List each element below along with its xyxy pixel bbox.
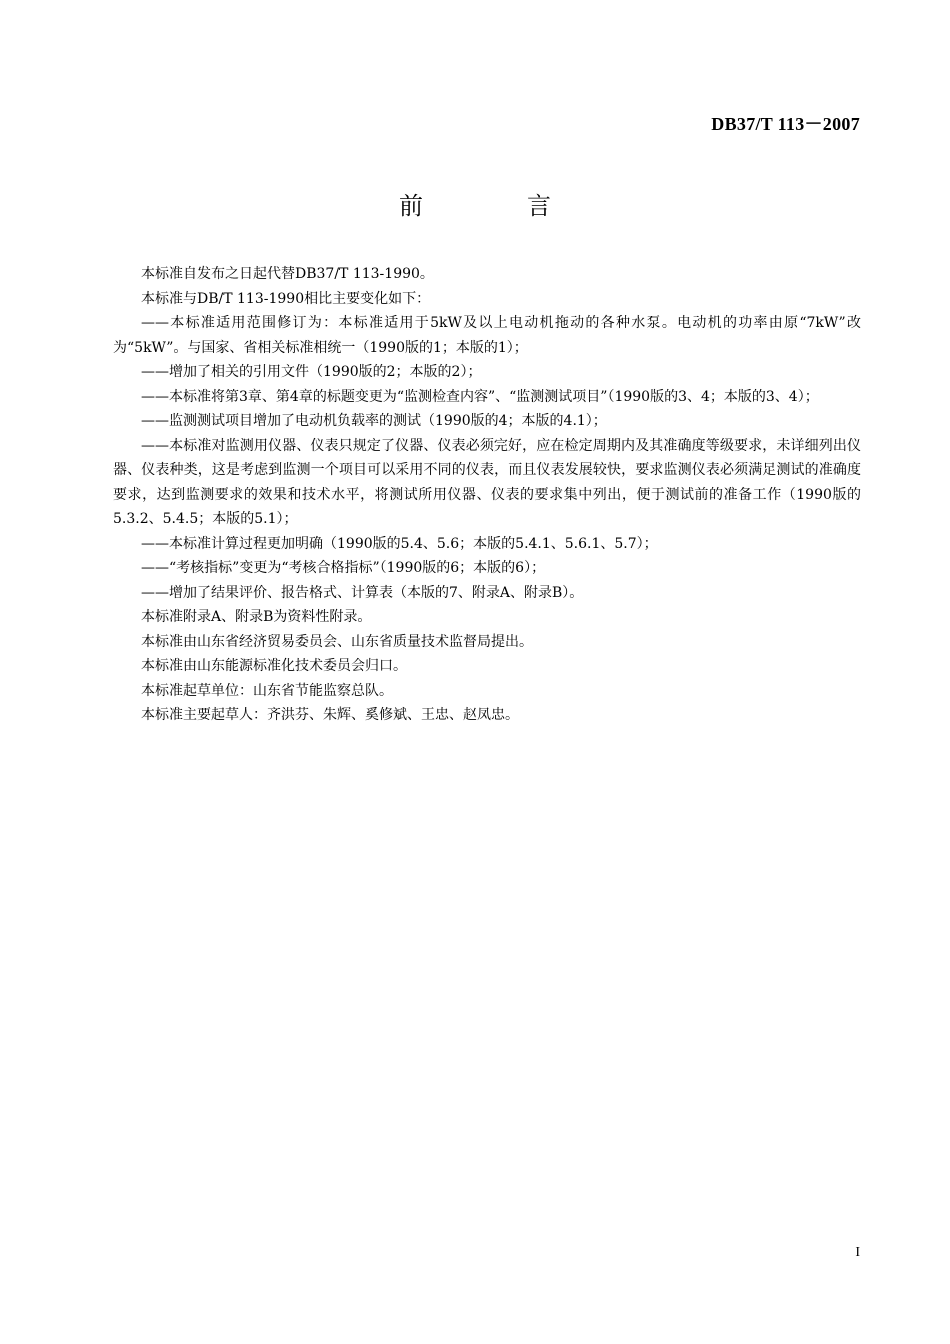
paragraph-change-load-rate: ——监测测试项目增加了电动机负载率的测试（1990版的4；本版的4.1）； bbox=[141, 413, 607, 429]
paragraph-proposer: 本标准由山东省经济贸易委员会、山东省质量技术监督局提出。 bbox=[141, 633, 533, 650]
paragraph-change-instruments: ——本标准对监测用仪器、仪表只规定了仪器、仪表必须完好，应在检定周期内及其准确度等级要求，未详细列出仪器、仪表种类，这是考虑到监测一个项目可以采用不同的仪表，而且仪表发展较快，要求监测仪表必须满足测试的准确度要求，达到监测要求的效果和技术水平，将测试所用仪器、仪表的要求集中列出，便于测试前的准备工作（1990版的5.3.2、5.4.5；本版的5.1）； bbox=[113, 437, 861, 527]
paragraph-change-evaluation: ——增加了结果评价、报告格式、计算表（本版的7、附录A、附录B）。 bbox=[141, 584, 584, 601]
paragraph-drafters: 本标准主要起草人：齐洪芬、朱辉、奚修斌、王忠、赵凤忠。 bbox=[141, 707, 519, 723]
paragraph-change-calculation: ——本标准计算过程更加明确（1990版的5.4、5.6；本版的5.4.1、5.6.1、5.7）； bbox=[141, 535, 658, 552]
paragraph-centralized: 本标准由山东能源标准化技术委员会归口。 bbox=[141, 658, 407, 674]
page-number: I bbox=[855, 1245, 860, 1260]
paragraph-change-scope: ——本标准适用范围修订为：本标准适用于5kW及以上电动机拖动的各种水泵。电动机的功率由原“7kW”改为“5kW”。与国家、省相关标准相统一（1990版的1；本版的1）； bbox=[113, 315, 861, 356]
standard-code: DB37/T 113－2007 bbox=[711, 114, 860, 134]
paragraph-change-references: ——增加了相关的引用文件（1990版的2；本版的2）； bbox=[141, 364, 482, 380]
paragraph-changes-intro: 本标准与DB/T 113-1990相比主要变化如下： bbox=[141, 290, 431, 307]
page-title: 前 言 bbox=[399, 192, 591, 220]
paragraph-change-titles: ——本标准将第3章、第4章的标题变更为“监测检查内容”、“监测测试项目”（1990版的3、4；本版的3、4）； bbox=[141, 388, 819, 405]
foreword-body bbox=[113, 262, 861, 728]
paragraph-replaces: 本标准自发布之日起代替DB37/T 113-1990。 bbox=[141, 266, 434, 282]
paragraph-appendix: 本标准附录A、附录B为资料性附录。 bbox=[141, 609, 372, 625]
paragraph-change-indicators: ——“考核指标”变更为“考核合格指标”（1990版的6；本版的6）； bbox=[141, 560, 546, 576]
paragraph-drafting-unit: 本标准起草单位：山东省节能监察总队。 bbox=[141, 682, 393, 699]
